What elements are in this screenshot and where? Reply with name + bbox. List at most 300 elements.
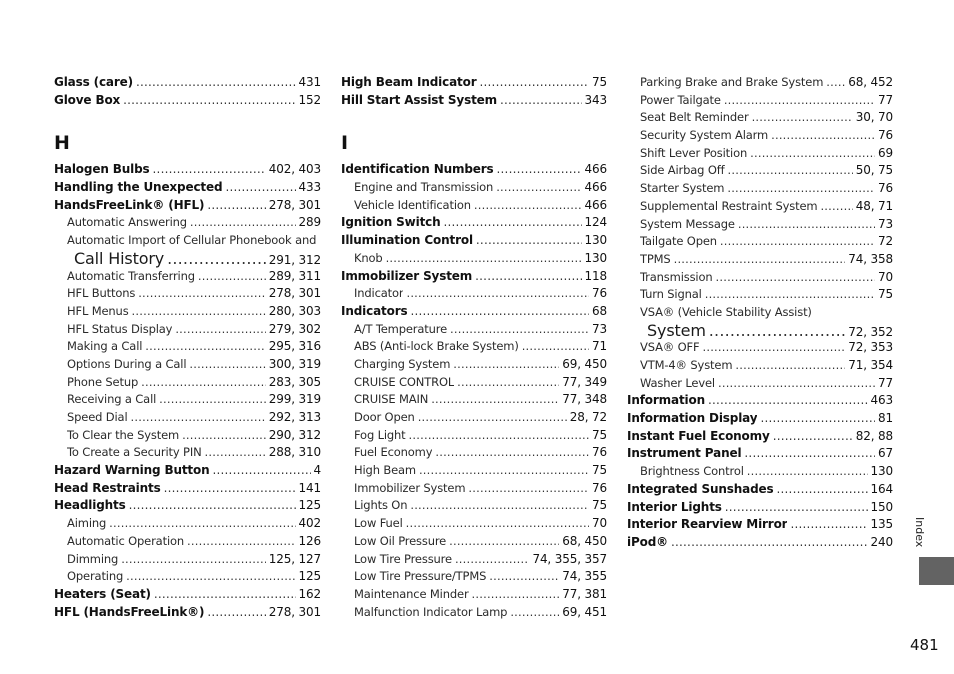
entry-label: Options During a Call — [67, 356, 187, 371]
entry-pages[interactable]: 402 — [298, 516, 321, 531]
entry-label: Low Tire Pressure/TPMS — [354, 569, 487, 584]
dot-leader — [190, 214, 296, 232]
entry-pages[interactable]: 74, 358 — [848, 251, 893, 266]
dot-leader — [164, 480, 296, 498]
index-entry-handsfreelink-hfl[interactable] — [54, 197, 321, 215]
entry-pages[interactable]: 74, 355, 357 — [532, 551, 607, 566]
entry-pages[interactable]: 278, 301 — [268, 604, 321, 619]
dot-leader — [419, 462, 589, 480]
dot-leader — [136, 74, 296, 92]
entry-label: Heaters (Seat) — [54, 586, 151, 601]
entry-pages[interactable]: 125 — [298, 569, 321, 584]
dot-leader — [820, 198, 852, 216]
entry-pages[interactable]: 278, 301 — [268, 286, 321, 301]
index-entry-low-tire-pressure[interactable] — [341, 551, 607, 569]
entry-pages[interactable]: 4 — [313, 463, 321, 478]
dot-leader — [773, 428, 853, 446]
entry-pages[interactable]: 433 — [298, 180, 321, 195]
index-entry-speed-dial[interactable] — [54, 409, 321, 427]
entry-label: Fuel Economy — [354, 445, 433, 460]
dot-leader — [409, 427, 589, 445]
index-entry-engine-and-transmission[interactable] — [341, 179, 607, 197]
dot-leader — [735, 357, 845, 375]
entry-pages[interactable]: 126 — [298, 533, 321, 548]
dot-leader — [450, 321, 589, 339]
index-entry-handling-the-unexpected[interactable] — [54, 179, 321, 197]
index-entry-immobilizer-system[interactable] — [341, 480, 607, 498]
entry-label: Operating — [67, 569, 124, 584]
index-entry-knob[interactable] — [341, 250, 607, 268]
entry-pages[interactable]: 77 — [878, 375, 893, 390]
index-entry-power-tailgate[interactable] — [627, 92, 893, 110]
dot-leader — [522, 338, 589, 356]
index-entry-automatic-operation[interactable] — [54, 533, 321, 551]
entry-label: Transmission — [640, 269, 713, 284]
entry-label: Maintenance Minder — [354, 586, 469, 601]
index-entry-high-beam-indicator[interactable] — [341, 74, 607, 92]
entry-pages[interactable]: 150 — [870, 499, 893, 514]
dot-leader — [760, 410, 875, 428]
dot-leader — [728, 162, 853, 180]
entry-label: To Create a Security PIN — [67, 445, 202, 460]
dot-leader — [189, 356, 265, 374]
dot-leader — [750, 145, 875, 163]
entry-pages[interactable]: 77 — [878, 92, 893, 107]
entry-pages[interactable]: 162 — [298, 586, 321, 601]
entry-pages[interactable]: 343 — [584, 92, 607, 107]
dot-leader — [121, 551, 266, 569]
entry-pages[interactable]: 76 — [592, 445, 607, 460]
entry-pages[interactable]: 76 — [878, 128, 893, 143]
index-entry-making-a-call[interactable] — [54, 338, 321, 356]
index-entry-fog-light[interactable] — [341, 427, 607, 445]
entry-pages[interactable]: 125, 127 — [268, 551, 321, 566]
entry-label: Vehicle Identification — [354, 197, 471, 212]
entry-label: Parking Brake and Brake System — [640, 75, 824, 89]
index-entry-vsa-vehicle-stability-assist[interactable] — [627, 304, 893, 322]
entry-label: Integrated Sunshades — [627, 481, 774, 496]
entry-label: Head Restraints — [54, 480, 161, 495]
entry-label: Ignition Switch — [341, 215, 441, 230]
dot-leader — [475, 268, 581, 286]
entry-pages[interactable]: 288, 310 — [268, 445, 321, 460]
entry-label: Handling the Unexpected — [54, 180, 223, 195]
dot-leader — [725, 499, 868, 517]
dot-leader — [213, 462, 311, 480]
index-entry-glove-box[interactable] — [54, 92, 321, 110]
index-entry-lights-on[interactable] — [341, 497, 607, 515]
entry-pages[interactable]: 75 — [592, 427, 607, 442]
dot-leader — [480, 74, 590, 92]
entry-pages[interactable]: 289, 311 — [268, 268, 321, 283]
entry-label: Information — [627, 393, 705, 408]
index-entry-immobilizer-system[interactable] — [341, 268, 607, 286]
dot-leader — [410, 497, 589, 515]
dot-leader — [747, 463, 868, 481]
entry-label: VTM-4® System — [640, 358, 733, 372]
dot-leader — [126, 568, 295, 586]
entry-pages[interactable]: 124 — [584, 215, 607, 230]
entry-label: Malfunction Indicator Lamp — [354, 604, 508, 619]
dot-leader — [207, 197, 265, 215]
entry-label: System — [647, 321, 706, 340]
index-entry-ipod[interactable] — [627, 534, 893, 552]
entry-pages[interactable]: 135 — [870, 517, 893, 532]
index-entry-halogen-bulbs[interactable] — [54, 161, 321, 179]
index-entry-aiming[interactable] — [54, 515, 321, 533]
dot-leader — [777, 481, 868, 499]
entry-label: iPod® — [627, 534, 668, 549]
entry-label: Making a Call — [67, 339, 143, 354]
index-entry-security-system-alarm[interactable] — [627, 127, 893, 145]
entry-pages[interactable]: 466 — [584, 162, 607, 177]
dot-leader — [410, 303, 589, 321]
entry-label: Hazard Warning Button — [54, 463, 210, 478]
index-entry-indicator[interactable] — [341, 285, 607, 303]
dot-leader — [497, 161, 582, 179]
entry-pages[interactable]: 69, 451 — [562, 604, 607, 619]
entry-pages[interactable]: 69 — [878, 145, 893, 160]
entry-label: Aiming — [67, 516, 107, 531]
dot-leader — [435, 444, 589, 462]
index-entry-phone-setup[interactable] — [54, 374, 321, 392]
dot-leader — [159, 391, 266, 409]
entry-pages[interactable]: 71 — [592, 339, 607, 354]
dot-leader — [154, 586, 296, 604]
index-column-3 — [627, 74, 893, 552]
entry-label: Instant Fuel Economy — [627, 428, 770, 443]
entry-pages[interactable]: 71, 354 — [848, 358, 893, 372]
entry-pages[interactable]: 463 — [870, 393, 893, 408]
index-entry-abs-anti-lock-brake-system[interactable] — [341, 338, 607, 356]
dot-leader — [790, 516, 867, 534]
dot-leader — [205, 444, 266, 462]
entry-pages[interactable]: 130 — [584, 250, 607, 265]
index-entry-headlights[interactable] — [54, 497, 321, 515]
entry-pages[interactable]: 70 — [592, 516, 607, 531]
dot-leader — [453, 356, 559, 374]
entry-pages[interactable]: 74, 355 — [562, 569, 607, 584]
dot-leader — [708, 392, 868, 410]
entry-pages[interactable]: 118 — [584, 268, 607, 283]
entry-pages[interactable]: 300, 319 — [268, 356, 321, 371]
entry-pages[interactable]: 67 — [878, 446, 893, 461]
index-entry-information[interactable] — [627, 392, 893, 410]
entry-pages[interactable]: 402, 403 — [268, 162, 321, 177]
entry-label: Low Tire Pressure — [354, 551, 452, 566]
dot-leader — [718, 375, 875, 393]
entry-label: TPMS — [640, 251, 671, 266]
entry-pages[interactable]: 68, 450 — [562, 533, 607, 548]
entry-pages[interactable]: 299, 319 — [268, 392, 321, 407]
entry-pages[interactable]: 280, 303 — [268, 303, 321, 318]
entry-pages[interactable]: 76 — [878, 181, 893, 196]
entry-label: Shift Lever Position — [640, 145, 748, 160]
entry-pages[interactable]: 48, 71 — [855, 198, 893, 213]
entry-label: Identification Numbers — [341, 162, 494, 177]
entry-label: Knob — [354, 250, 383, 265]
index-entry-high-beam[interactable] — [341, 462, 607, 480]
entry-label: Instrument Panel — [627, 446, 742, 461]
index-entry-parking-brake-and-brake-system[interactable] — [627, 74, 893, 92]
index-entry-transmission[interactable] — [627, 269, 893, 287]
index-entry-automatic-import-of-cellular-phonebook-and[interactable] — [54, 232, 321, 250]
entry-label: Interior Rearview Mirror — [627, 517, 788, 532]
dot-leader — [709, 322, 845, 340]
index-entry-head-restraints[interactable] — [54, 480, 321, 498]
entry-pages[interactable]: 290, 312 — [268, 427, 321, 442]
entry-pages[interactable]: 289 — [298, 215, 321, 230]
entry-pages[interactable]: 73 — [592, 321, 607, 336]
dot-leader — [500, 92, 582, 110]
entry-pages[interactable]: 69, 450 — [562, 356, 607, 371]
entry-pages[interactable]: 72 — [878, 234, 893, 249]
entry-label: Phone Setup — [67, 374, 139, 389]
dot-leader — [406, 515, 589, 533]
index-entry-vehicle-identification[interactable] — [341, 197, 607, 215]
index-entry-instant-fuel-economy[interactable] — [627, 428, 893, 446]
entry-pages[interactable]: 77, 381 — [562, 586, 607, 601]
entry-label: Indicator — [354, 286, 404, 301]
index-entry-system-message[interactable] — [627, 216, 893, 234]
entry-label: Seat Belt Reminder — [640, 110, 749, 125]
entry-label: Charging System — [354, 356, 451, 371]
entry-label: High Beam Indicator — [341, 75, 477, 89]
dot-leader — [109, 515, 295, 533]
entry-pages[interactable]: 30, 70 — [855, 110, 893, 125]
index-entry-interior-lights[interactable] — [627, 499, 893, 517]
index-entry-maintenance-minder[interactable] — [341, 586, 607, 604]
entry-label: High Beam — [354, 463, 416, 478]
index-entry-shift-lever-position[interactable] — [627, 145, 893, 163]
index-entry-operating[interactable] — [54, 568, 321, 586]
index-column-2 — [341, 74, 607, 621]
entry-pages[interactable]: 75 — [592, 463, 607, 478]
entry-label: Automatic Transferring — [67, 268, 195, 283]
entry-pages[interactable]: 77, 348 — [562, 392, 607, 407]
entry-label: Call History — [74, 249, 165, 268]
dot-leader — [489, 568, 559, 586]
index-entry-ignition-switch[interactable] — [341, 214, 607, 232]
entry-label: Starter System — [640, 181, 725, 196]
entry-label: VSA® (Vehicle Stability Assist) — [640, 304, 812, 319]
dot-leader — [727, 180, 875, 198]
dot-leader — [138, 285, 266, 303]
dot-leader — [476, 232, 582, 250]
entry-pages[interactable]: 130 — [870, 464, 893, 479]
entry-label: HFL (HandsFreeLink®) — [54, 604, 205, 619]
entry-pages[interactable]: 76 — [592, 480, 607, 495]
index-entry-low-oil-pressure[interactable] — [341, 533, 607, 551]
entry-label: Glass (care) — [54, 75, 133, 89]
dot-leader — [702, 339, 845, 357]
index-entry-malfunction-indicator-lamp[interactable] — [341, 604, 607, 622]
index-entry-to-clear-the-system[interactable] — [54, 427, 321, 445]
index-entry-side-airbag-off[interactable] — [627, 162, 893, 180]
entry-pages[interactable]: 68, 452 — [848, 75, 893, 89]
entry-label: Receiving a Call — [67, 392, 157, 407]
index-entry-cruise-control[interactable] — [341, 374, 607, 392]
dot-leader — [496, 179, 581, 197]
entry-pages[interactable]: 152 — [298, 92, 321, 107]
dot-leader — [153, 161, 266, 179]
dot-leader — [129, 497, 296, 515]
entry-pages[interactable]: 291, 312 — [268, 252, 321, 267]
entry-pages[interactable]: 72, 352 — [848, 324, 893, 339]
index-entry-brightness-control[interactable] — [627, 463, 893, 481]
index-entry-charging-system[interactable] — [341, 356, 607, 374]
dot-leader — [145, 338, 265, 356]
entry-label: ABS (Anti-lock Brake System) — [354, 339, 519, 354]
dot-leader — [510, 604, 559, 622]
index-entry-glass-care[interactable] — [54, 74, 321, 92]
entry-pages[interactable]: 28, 72 — [569, 410, 607, 424]
index-entry-cruise-main[interactable] — [341, 391, 607, 409]
entry-label: Power Tailgate — [640, 92, 721, 107]
entry-label: HFL Menus — [67, 303, 129, 318]
index-entry-fuel-economy[interactable] — [341, 444, 607, 462]
entry-label: HFL Buttons — [67, 286, 136, 301]
entry-pages[interactable]: 164 — [870, 481, 893, 496]
index-entry-receiving-a-call[interactable] — [54, 391, 321, 409]
entry-label: Automatic Import of Cellular Phonebook and — [67, 233, 317, 248]
entry-pages[interactable]: 75 — [592, 75, 607, 89]
entry-label: Low Oil Pressure — [354, 533, 447, 548]
index-entry-hazard-warning-button[interactable] — [54, 462, 321, 480]
entry-pages[interactable]: 50, 75 — [855, 163, 893, 178]
entry-pages[interactable]: 466 — [584, 197, 607, 212]
index-entry-illumination-control[interactable] — [341, 232, 607, 250]
index-entry-low-fuel[interactable] — [341, 515, 607, 533]
entry-label: Halogen Bulbs — [54, 162, 150, 177]
dot-leader — [167, 250, 266, 268]
index-entry-call-history[interactable] — [54, 250, 321, 268]
entry-label: Speed Dial — [67, 410, 128, 424]
index-entry-identification-numbers[interactable] — [341, 161, 607, 179]
entry-pages[interactable]: 73 — [878, 216, 893, 231]
entry-pages[interactable]: 278, 301 — [268, 197, 321, 212]
entry-pages[interactable]: 75 — [878, 287, 893, 302]
index-entry-hfl-buttons[interactable] — [54, 285, 321, 303]
entry-label: Immobilizer System — [354, 480, 466, 495]
index-entry-seat-belt-reminder[interactable] — [627, 109, 893, 127]
entry-pages[interactable]: 466 — [584, 180, 607, 195]
entry-label: Side Airbag Off — [640, 163, 725, 178]
dot-leader — [141, 374, 266, 392]
entry-label: Interior Lights — [627, 499, 722, 514]
entry-label: Indicators — [341, 303, 408, 318]
entry-label: Lights On — [354, 498, 408, 513]
entry-label: Brightness Control — [640, 464, 744, 479]
index-entry-tpms[interactable] — [627, 251, 893, 269]
section-heading-h: H — [54, 132, 70, 155]
entry-label: Door Open — [354, 410, 415, 424]
index-entry-dimming[interactable] — [54, 551, 321, 569]
entry-pages[interactable]: 82, 88 — [855, 428, 893, 443]
dot-leader — [449, 533, 559, 551]
index-entry-hfl-status-display[interactable] — [54, 321, 321, 339]
index-entry-interior-rearview-mirror[interactable] — [627, 516, 893, 534]
index-entry-starter-system[interactable] — [627, 180, 893, 198]
dot-leader — [671, 534, 868, 552]
entry-label: CRUISE MAIN — [354, 392, 429, 407]
dot-leader — [431, 391, 559, 409]
entry-label: Fog Light — [354, 427, 406, 442]
index-entry-tailgate-open[interactable] — [627, 233, 893, 251]
index-entry-supplemental-restraint-system[interactable] — [627, 198, 893, 216]
entry-label: Washer Level — [640, 375, 715, 390]
index-entry-turn-signal[interactable] — [627, 286, 893, 304]
index-entry-hfl-handsfreelink[interactable] — [54, 604, 321, 622]
entry-label: To Clear the System — [67, 427, 180, 442]
index-entry-system[interactable] — [627, 322, 893, 340]
entry-pages[interactable]: 77, 349 — [562, 374, 607, 389]
index-entry-integrated-sunshades[interactable] — [627, 481, 893, 499]
entry-pages[interactable]: 431 — [298, 75, 321, 89]
dot-leader — [738, 216, 875, 234]
index-column-1 — [54, 74, 321, 621]
index-entry-instrument-panel[interactable] — [627, 445, 893, 463]
entry-pages[interactable]: 279, 302 — [268, 321, 321, 336]
index-entry-automatic-transferring[interactable] — [54, 268, 321, 286]
index-entry-indicators[interactable] — [341, 303, 607, 321]
entry-pages[interactable]: 292, 313 — [268, 410, 321, 424]
entry-label: Automatic Operation — [67, 533, 185, 548]
dot-leader — [132, 303, 266, 321]
entry-pages[interactable]: 68 — [592, 303, 607, 318]
dot-leader — [474, 197, 582, 215]
entry-label: Low Fuel — [354, 516, 403, 531]
entry-pages[interactable]: 283, 305 — [268, 374, 321, 389]
dot-leader — [187, 533, 296, 551]
dot-leader — [418, 409, 567, 427]
dot-leader — [131, 409, 266, 427]
index-entry-vtm-4-system[interactable] — [627, 357, 893, 375]
entry-pages[interactable]: 81 — [878, 411, 893, 426]
index-entry-washer-level[interactable] — [627, 375, 893, 393]
index-entry-low-tire-pressure-tpms[interactable] — [341, 568, 607, 586]
entry-pages[interactable]: 295, 316 — [268, 339, 321, 354]
dot-leader — [468, 480, 589, 498]
entry-label: HFL Status Display — [67, 321, 173, 336]
index-entry-automatic-answering[interactable] — [54, 214, 321, 232]
dot-leader — [175, 321, 265, 339]
entry-pages[interactable]: 70 — [878, 269, 893, 284]
entry-pages[interactable]: 240 — [870, 534, 893, 549]
entry-pages[interactable]: 72, 353 — [848, 340, 893, 355]
entry-label: Headlights — [54, 498, 126, 513]
entry-pages[interactable]: 125 — [298, 498, 321, 513]
entry-pages[interactable]: 76 — [592, 286, 607, 301]
entry-label: Supplemental Restraint System — [640, 198, 818, 213]
index-entry-hill-start-assist-system[interactable] — [341, 92, 607, 110]
entry-label: A/T Temperature — [354, 321, 448, 336]
index-entry-information-display[interactable] — [627, 410, 893, 428]
index-entry-door-open[interactable] — [341, 409, 607, 427]
index-entry-a-t-temperature[interactable] — [341, 321, 607, 339]
index-entry-options-during-a-call[interactable] — [54, 356, 321, 374]
entry-label: Hill Start Assist System — [341, 92, 497, 107]
entry-pages[interactable]: 130 — [584, 233, 607, 248]
index-entry-hfl-menus[interactable] — [54, 303, 321, 321]
index-tab-marker[interactable] — [919, 557, 954, 585]
entry-label: Turn Signal — [640, 287, 702, 302]
entry-pages[interactable]: 75 — [592, 498, 607, 513]
entry-pages[interactable]: 141 — [298, 480, 321, 495]
index-entry-heaters-seat[interactable] — [54, 586, 321, 604]
index-entry-to-create-a-security-pin[interactable] — [54, 444, 321, 462]
index-entry-vsa-off[interactable] — [627, 339, 893, 357]
